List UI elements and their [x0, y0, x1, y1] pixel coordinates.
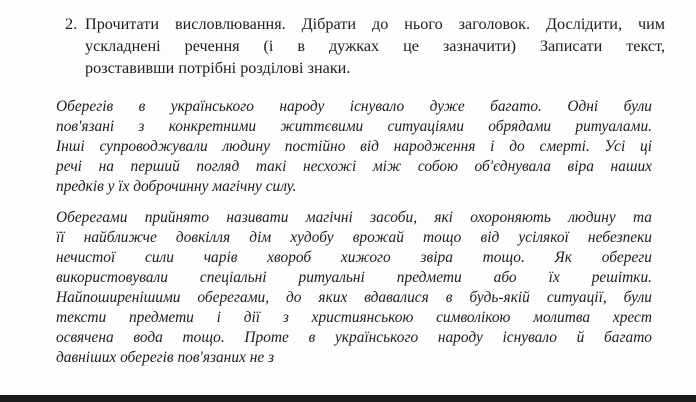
text-line: її найближче довкілля дім худобу врожай тощо від усілякої небезпеки	[56, 229, 652, 246]
task-line: ускладнені речення (і в дужках це зазначити) Записати текст,	[85, 37, 665, 55]
task-number: 2.	[65, 15, 78, 33]
text-line: нечистої сили чарів хвороб хижого звіра тощо. Як обереги	[56, 249, 652, 266]
bottom-edge-bar	[0, 395, 696, 402]
task-line: розставивши потрібні розділові знаки.	[85, 59, 351, 77]
task-line: Прочитати висловлювання. Дібрати до нього заголовок. Дослідити, чим	[85, 15, 665, 33]
text-line: використовували спеціальні ритуальні предмети або їх решітки.	[56, 269, 652, 286]
text-line: предків у їх доброчинну магічну силу.	[56, 178, 297, 195]
text-line: Оберегів в українського народу існувало дуже багато. Одні були	[56, 98, 652, 115]
text-line: речі на перший погляд такі несхожі між собою об'єднувала віра наших	[56, 158, 652, 175]
text-line: тексти предмети і дії з християнською символікою молитва хрест	[56, 309, 652, 326]
text-line: освячена вода тощо. Проте в українського народу існувало й багато	[56, 329, 652, 346]
text-line: давніших оберегів пов'язаних не з	[56, 349, 275, 366]
text-line: Оберегами прийнято називати магічні засоби, які охороняють людину та	[56, 209, 652, 226]
text-line: пов'язані з конкретними життєвими ситуаціями обрядами ритуалами.	[56, 118, 652, 135]
text-line: Найпоширенішими оберегами, до яких вдавалися в будь-якій ситуації, були	[56, 289, 652, 306]
text-line: Інші супроводжували людину постійно від народження і до смерті. Усі ці	[56, 138, 652, 155]
